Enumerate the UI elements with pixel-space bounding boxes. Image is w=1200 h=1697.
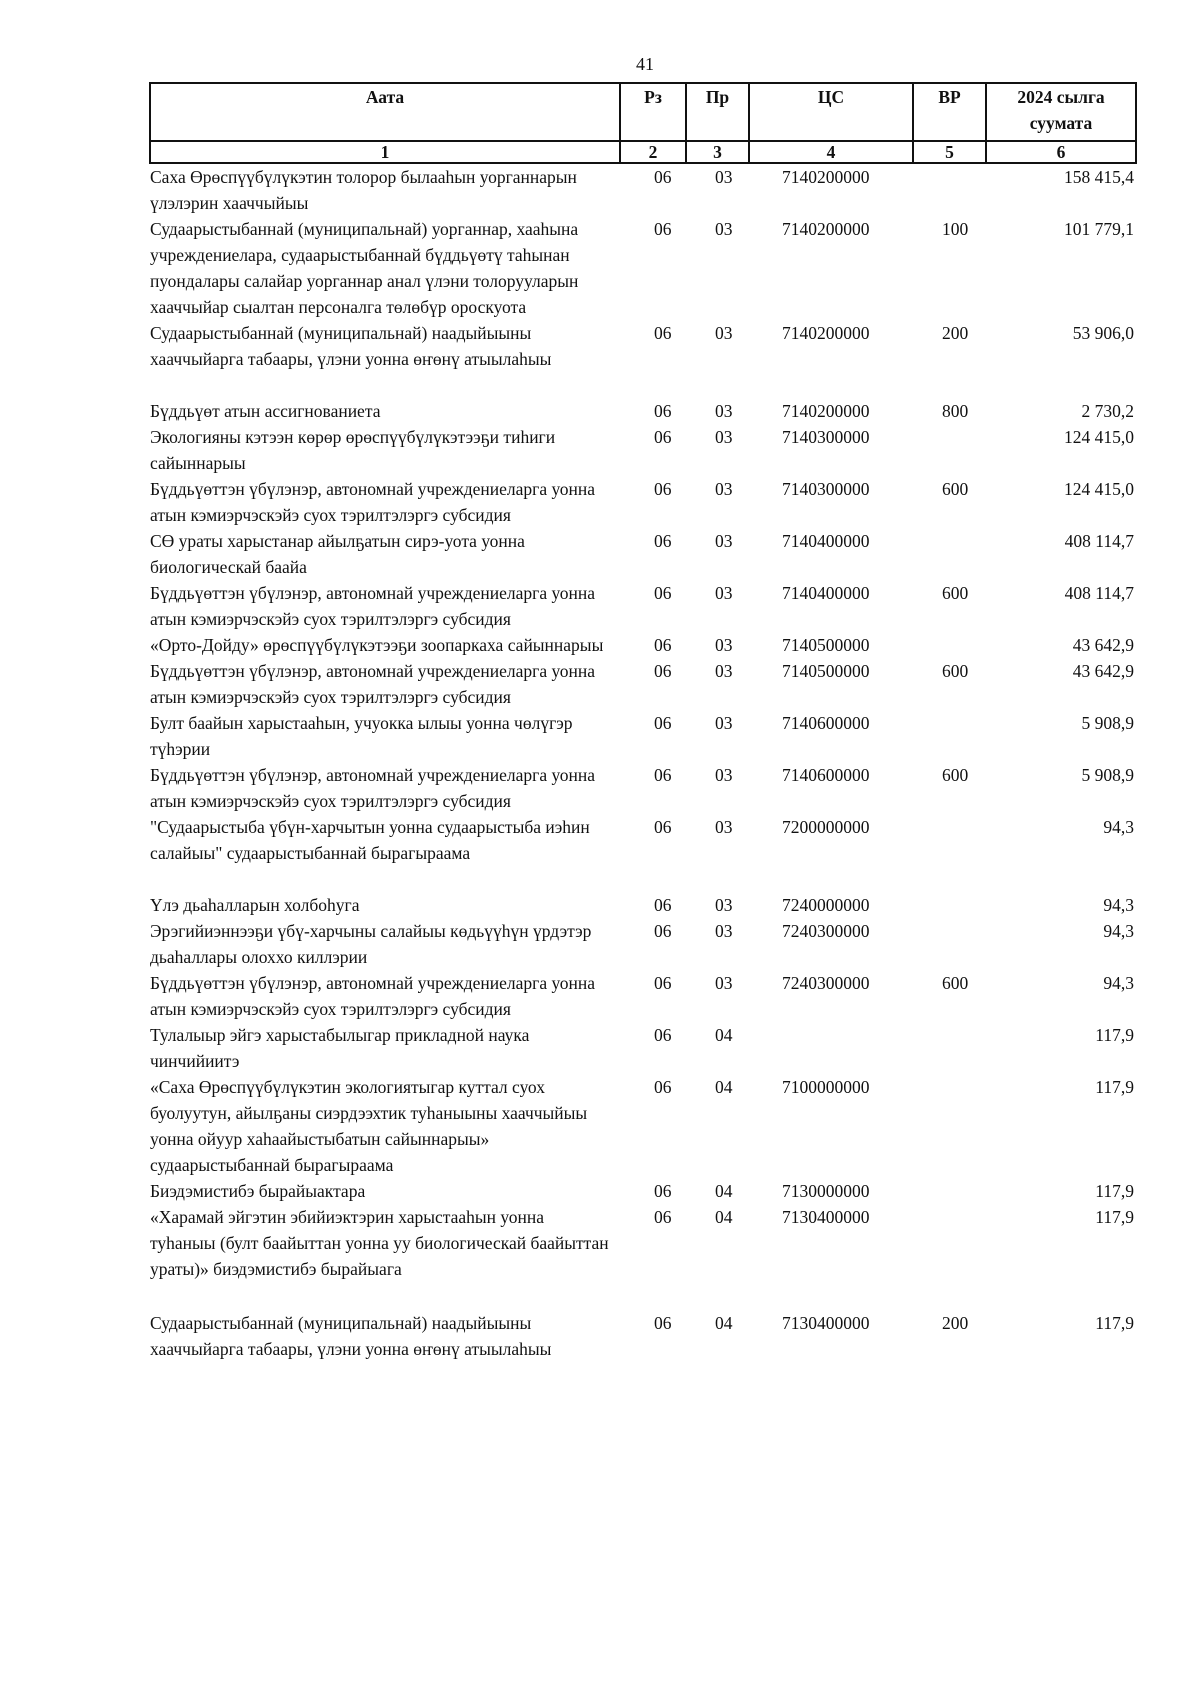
header-rz: Рз bbox=[620, 83, 686, 141]
cell-sum: 2 730,2 bbox=[1081, 401, 1134, 421]
cell-rz: 06 bbox=[654, 713, 672, 733]
cell-sum: 94,3 bbox=[1103, 895, 1134, 915]
cell-sum: 158 415,4 bbox=[1064, 167, 1134, 187]
cell-rz: 06 bbox=[654, 1207, 672, 1227]
cell-vr bbox=[913, 528, 986, 580]
table-header bbox=[150, 83, 1136, 163]
cell-pr: 03 bbox=[715, 167, 733, 187]
cell-pr: 03 bbox=[715, 401, 733, 421]
table-row bbox=[150, 918, 1136, 970]
cell-pr: 03 bbox=[715, 713, 733, 733]
cell-cs: 7140200000 bbox=[782, 219, 870, 239]
cell-name: Судаарыстыбаннай (муниципальнай) наадыйыыны хааччыйарга табаары, үлэни уонна өҥөнү атыылаһыы bbox=[150, 323, 552, 369]
cell-vr: 600 bbox=[942, 973, 969, 993]
table-row bbox=[150, 398, 1136, 424]
table-row bbox=[150, 892, 1136, 918]
cell-cs: 7240300000 bbox=[782, 921, 870, 941]
cell-vr: 600 bbox=[942, 583, 969, 603]
cell-sum: 117,9 bbox=[1095, 1313, 1134, 1333]
cell-sum: 5 908,9 bbox=[1081, 765, 1134, 785]
header-pr: Пр bbox=[686, 83, 749, 141]
cell-rz: 06 bbox=[654, 1181, 672, 1201]
table-row bbox=[150, 320, 1136, 398]
table-row bbox=[150, 970, 1136, 1022]
column-number: 4 bbox=[749, 141, 913, 163]
cell-rz: 06 bbox=[654, 1025, 672, 1045]
cell-name: Булт баайын харыстааһын, учуокка ылыы уонна чөлүгэр түһэрии bbox=[150, 713, 573, 759]
cell-sum: 408 114,7 bbox=[1064, 583, 1134, 603]
table-row bbox=[150, 216, 1136, 320]
cell-cs: 7140300000 bbox=[782, 479, 870, 499]
cell-pr: 04 bbox=[715, 1207, 733, 1227]
cell-rz: 06 bbox=[654, 765, 672, 785]
cell-sum: 94,3 bbox=[1103, 973, 1134, 993]
table-row bbox=[150, 424, 1136, 476]
cell-pr: 03 bbox=[715, 323, 733, 343]
cell-rz: 06 bbox=[654, 1313, 672, 1333]
cell-name: Үлэ дьаһалларын холбоһуга bbox=[150, 895, 360, 915]
cell-rz: 06 bbox=[654, 219, 672, 239]
table-row bbox=[150, 814, 1136, 892]
cell-vr: 200 bbox=[942, 323, 969, 343]
header-sum: 2024 сылга суумата bbox=[986, 83, 1136, 141]
table-row bbox=[150, 163, 1136, 216]
cell-rz: 06 bbox=[654, 479, 672, 499]
cell-name: «Орто-Дойду» өрөспүүбүлүкэтээҕи зоопаркаха сайыннарыы bbox=[150, 635, 604, 655]
cell-sum: 94,3 bbox=[1103, 921, 1134, 941]
table-row bbox=[150, 1074, 1136, 1178]
cell-cs: 7140400000 bbox=[782, 531, 870, 551]
table-row bbox=[150, 1178, 1136, 1204]
cell-rz: 06 bbox=[654, 583, 672, 603]
cell-cs: 7130400000 bbox=[782, 1207, 870, 1227]
cell-sum: 43 642,9 bbox=[1072, 661, 1134, 681]
column-number: 2 bbox=[620, 141, 686, 163]
cell-pr: 03 bbox=[715, 427, 733, 447]
cell-vr bbox=[913, 1022, 986, 1074]
cell-vr bbox=[913, 1074, 986, 1178]
header-vr: ВР bbox=[913, 83, 986, 141]
cell-cs bbox=[749, 1022, 913, 1074]
cell-cs: 7240300000 bbox=[782, 973, 870, 993]
cell-vr: 600 bbox=[942, 479, 969, 499]
cell-vr: 600 bbox=[942, 661, 969, 681]
column-number: 6 bbox=[986, 141, 1136, 163]
cell-vr: 800 bbox=[942, 401, 969, 421]
cell-name: Экологияны кэтээн көрөр өрөспүүбүлүкэтээҕи тиһиги сайыннарыы bbox=[150, 427, 556, 473]
cell-sum: 53 906,0 bbox=[1072, 323, 1134, 343]
page-number: 41 bbox=[636, 54, 654, 74]
table-row bbox=[150, 1310, 1136, 1362]
cell-cs: 7140600000 bbox=[782, 765, 870, 785]
cell-pr: 03 bbox=[715, 583, 733, 603]
cell-name: Бүддьүөттэн үбүлэнэр, автономнай учреждениеларга уонна атын кэмиэрчэскэйэ суох тэрилтэлэргэ субсидия bbox=[150, 973, 596, 1019]
cell-sum: 94,3 bbox=[1103, 817, 1134, 837]
cell-rz: 06 bbox=[654, 167, 672, 187]
cell-name: Бүддьүөттэн үбүлэнэр, автономнай учреждениеларга уонна атын кэмиэрчэскэйэ суох тэрилтэлэргэ субсидия bbox=[150, 765, 596, 811]
table-row bbox=[150, 762, 1136, 814]
cell-vr bbox=[913, 1204, 986, 1310]
cell-rz: 06 bbox=[654, 895, 672, 915]
table-body bbox=[150, 163, 1136, 1362]
column-number: 5 bbox=[913, 141, 986, 163]
cell-pr: 03 bbox=[715, 661, 733, 681]
cell-name: Судаарыстыбаннай (муниципальнай) наадыйыыны хааччыйарга табаары, үлэни уонна өҥөнү атыылаһыы bbox=[150, 1313, 552, 1359]
cell-sum: 43 642,9 bbox=[1072, 635, 1134, 655]
cell-name: Саха Өрөспүүбүлүкэтин толорор былааһын уорганнарын үлэлэрин хааччыйыы bbox=[150, 167, 577, 213]
cell-vr bbox=[913, 632, 986, 658]
column-number: 1 bbox=[150, 141, 620, 163]
cell-cs: 7140200000 bbox=[782, 323, 870, 343]
cell-rz: 06 bbox=[654, 661, 672, 681]
cell-vr: 600 bbox=[942, 765, 969, 785]
cell-cs: 7100000000 bbox=[782, 1077, 870, 1097]
cell-name: Бүддьүөт атын ассигнованиета bbox=[150, 401, 381, 421]
cell-vr bbox=[913, 710, 986, 762]
column-number: 3 bbox=[686, 141, 749, 163]
cell-rz: 06 bbox=[654, 973, 672, 993]
table-row bbox=[150, 580, 1136, 632]
header-name: Аата bbox=[150, 83, 620, 141]
cell-vr bbox=[913, 918, 986, 970]
cell-rz: 06 bbox=[654, 323, 672, 343]
cell-sum: 117,9 bbox=[1095, 1025, 1134, 1045]
cell-rz: 06 bbox=[654, 921, 672, 941]
table-row bbox=[150, 476, 1136, 528]
cell-name: Тулалыыр эйгэ харыстабылыгар прикладной наука чинчийиитэ bbox=[150, 1025, 530, 1071]
cell-sum: 124 415,0 bbox=[1064, 479, 1134, 499]
table-row bbox=[150, 1022, 1136, 1074]
cell-name: СӨ ураты харыстанар айылҕатын сирэ-уота уонна биологическай баайа bbox=[150, 531, 525, 577]
cell-pr: 03 bbox=[715, 219, 733, 239]
cell-name: Бүддьүөттэн үбүлэнэр, автономнай учреждениеларга уонна атын кэмиэрчэскэйэ суох тэрилтэлэргэ субсидия bbox=[150, 661, 596, 707]
cell-sum: 124 415,0 bbox=[1064, 427, 1134, 447]
cell-cs: 7140200000 bbox=[782, 401, 870, 421]
cell-pr: 03 bbox=[715, 817, 733, 837]
cell-pr: 04 bbox=[715, 1181, 733, 1201]
cell-vr: 100 bbox=[942, 219, 969, 239]
cell-pr: 03 bbox=[715, 531, 733, 551]
cell-cs: 7140500000 bbox=[782, 635, 870, 655]
cell-sum: 101 779,1 bbox=[1064, 219, 1134, 239]
cell-sum: 117,9 bbox=[1095, 1077, 1134, 1097]
cell-pr: 03 bbox=[715, 765, 733, 785]
table-row bbox=[150, 632, 1136, 658]
cell-vr bbox=[913, 163, 986, 216]
cell-cs: 7130000000 bbox=[782, 1181, 870, 1201]
cell-name: Бүддьүөттэн үбүлэнэр, автономнай учреждениеларга уонна атын кэмиэрчэскэйэ суох тэрилтэлэргэ субсидия bbox=[150, 583, 596, 629]
cell-sum: 408 114,7 bbox=[1064, 531, 1134, 551]
cell-vr bbox=[913, 1178, 986, 1204]
table-row bbox=[150, 528, 1136, 580]
cell-sum: 117,9 bbox=[1095, 1207, 1134, 1227]
cell-cs: 7130400000 bbox=[782, 1313, 870, 1333]
table-row bbox=[150, 658, 1136, 710]
cell-rz: 06 bbox=[654, 401, 672, 421]
cell-vr: 200 bbox=[942, 1313, 969, 1333]
cell-pr: 03 bbox=[715, 921, 733, 941]
cell-pr: 03 bbox=[715, 479, 733, 499]
cell-name: Эрэгийиэннээҕи үбү-харчыны салайыы көдьүүһүн үрдэтэр дьаһаллары олоххо киллэрии bbox=[150, 921, 592, 967]
cell-cs: 7140300000 bbox=[782, 427, 870, 447]
budget-table bbox=[149, 82, 1137, 1362]
cell-vr bbox=[913, 892, 986, 918]
cell-pr: 03 bbox=[715, 635, 733, 655]
cell-pr: 03 bbox=[715, 973, 733, 993]
cell-rz: 06 bbox=[654, 531, 672, 551]
cell-pr: 03 bbox=[715, 895, 733, 915]
cell-cs: 7200000000 bbox=[782, 817, 870, 837]
cell-cs: 7240000000 bbox=[782, 895, 870, 915]
cell-name: «Харамай эйгэтин эбийиэктэрин харыстааһын уонна туһаныы (булт баайыттан уонна уу биологическай баайыттан ураты)» биэдэмистибэ бырайыага bbox=[150, 1207, 609, 1279]
cell-sum: 117,9 bbox=[1095, 1181, 1134, 1201]
cell-cs: 7140400000 bbox=[782, 583, 870, 603]
cell-cs: 7140200000 bbox=[782, 167, 870, 187]
cell-rz: 06 bbox=[654, 1077, 672, 1097]
cell-name: Биэдэмистибэ бырайыактара bbox=[150, 1181, 366, 1201]
table-row bbox=[150, 1204, 1136, 1310]
cell-name: "Судаарыстыба үбүн-харчытын уонна судаарыстыба иэһин салайыы" судаарыстыбаннай бырагыраама bbox=[150, 817, 590, 863]
cell-vr bbox=[913, 814, 986, 892]
cell-name: Бүддьүөттэн үбүлэнэр, автономнай учреждениеларга уонна атын кэмиэрчэскэйэ суох тэрилтэлэргэ субсидия bbox=[150, 479, 596, 525]
cell-rz: 06 bbox=[654, 817, 672, 837]
cell-name: Судаарыстыбаннай (муниципальнай) уорганнар, хааһына учреждениелара, судаарыстыбаннай бүддьүөтү таһынан пуондалары салайар уорганнар анал үлэни толорууларын хааччыйар сыалтан персоналга төлөбүр ороскуота bbox=[150, 219, 579, 317]
cell-name: «Саха Өрөспүүбүлүкэтин экологиятыгар куттал суох буолуутун, айылҕаны сиэрдээхтик туһаныыны хааччыйыы уонна ойуур хаһаайыстыбатын сайыннарыы» судаарыстыбаннай бырагыраама bbox=[150, 1077, 588, 1175]
cell-sum: 5 908,9 bbox=[1081, 713, 1134, 733]
cell-cs: 7140500000 bbox=[782, 661, 870, 681]
cell-pr: 04 bbox=[715, 1025, 733, 1045]
cell-rz: 06 bbox=[654, 427, 672, 447]
cell-rz: 06 bbox=[654, 635, 672, 655]
cell-vr bbox=[913, 424, 986, 476]
table-row bbox=[150, 710, 1136, 762]
header-cs: ЦС bbox=[749, 83, 913, 141]
cell-cs: 7140600000 bbox=[782, 713, 870, 733]
cell-pr: 04 bbox=[715, 1077, 733, 1097]
cell-pr: 04 bbox=[715, 1313, 733, 1333]
